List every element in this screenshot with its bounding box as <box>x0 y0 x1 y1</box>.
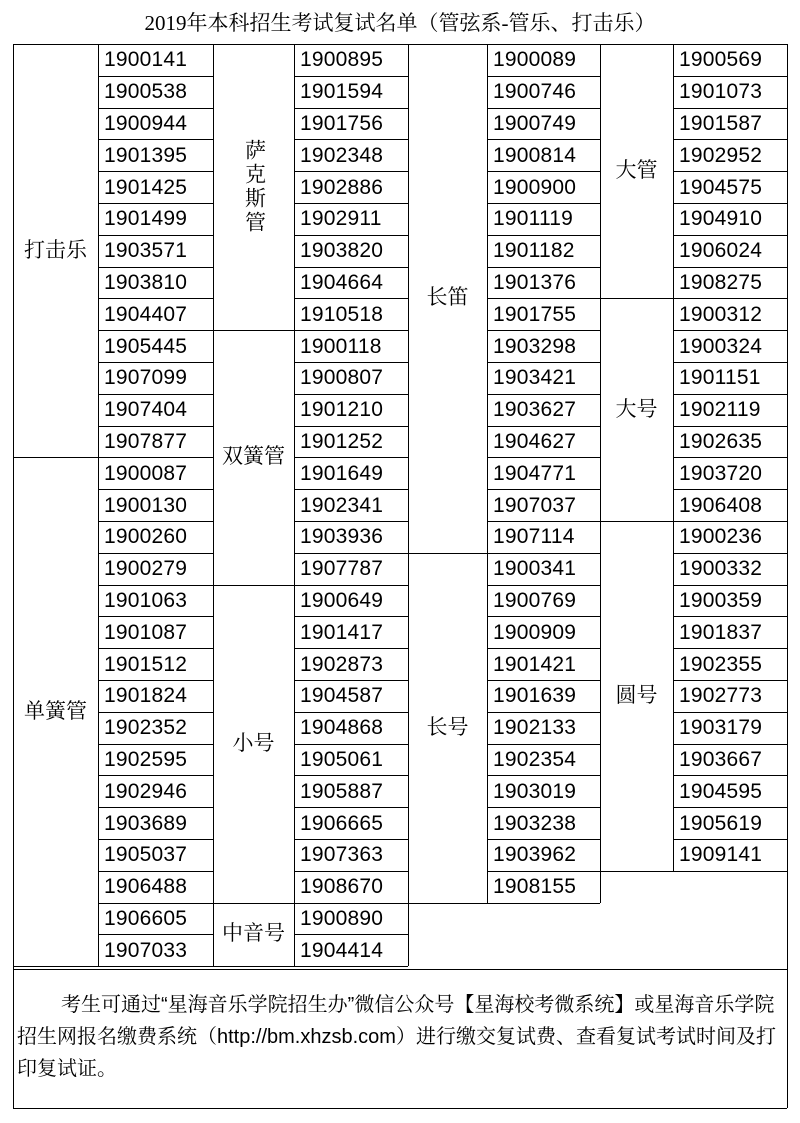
candidate-id-cell: 1903019 <box>493 779 577 803</box>
group-label: 大号 <box>615 397 658 421</box>
candidate-id-cell: 1900807 <box>300 366 384 390</box>
group-label: 打击乐 <box>24 238 87 262</box>
candidate-id-cell: 1908670 <box>300 875 384 899</box>
candidate-id-cell: 1904414 <box>300 938 384 962</box>
candidate-id-cell: 1900141 <box>104 48 188 72</box>
candidate-id-cell: 1901376 <box>493 270 577 294</box>
candidate-id-cell: 1905887 <box>300 779 384 803</box>
group-label: 中音号 <box>222 922 285 946</box>
group-label <box>213 44 294 330</box>
candidate-id-cell: 1900890 <box>300 906 384 930</box>
candidate-id-cell: 1900332 <box>679 557 763 581</box>
candidate-id-cell: 1901756 <box>300 111 384 135</box>
candidate-id-cell: 1903627 <box>493 398 577 422</box>
group-label: 大管 <box>615 159 658 183</box>
candidate-id-cell: 1906024 <box>679 239 763 263</box>
candidate-id-cell: 1901639 <box>493 684 577 708</box>
candidate-id-cell: 1901210 <box>300 398 384 422</box>
candidate-id-cell: 1902133 <box>493 716 577 740</box>
candidate-id-cell: 1906605 <box>104 906 188 930</box>
group-label: 圆号 <box>615 683 658 707</box>
candidate-id-cell: 1902355 <box>679 652 763 676</box>
grid-line <box>408 903 600 904</box>
candidate-id-cell: 1908155 <box>493 875 577 899</box>
candidate-id-cell: 1905061 <box>300 747 384 771</box>
grid-line <box>787 44 788 1108</box>
candidate-id-cell: 1900769 <box>493 588 577 612</box>
candidate-id-cell: 1903962 <box>493 843 577 867</box>
candidate-id-cell: 1904627 <box>493 429 577 453</box>
candidate-id-cell: 1900087 <box>104 461 188 485</box>
candidate-id-cell: 1901087 <box>104 620 188 644</box>
grid-line <box>600 871 787 872</box>
candidate-id-cell: 1901182 <box>493 239 575 263</box>
candidate-id-cell: 1900279 <box>104 557 188 581</box>
candidate-id-cell: 1907787 <box>300 557 384 581</box>
candidate-id-cell: 1903179 <box>679 716 763 740</box>
candidate-id-cell: 1908275 <box>679 270 763 294</box>
candidate-id-cell: 1903421 <box>493 366 577 390</box>
candidate-id-cell: 1901252 <box>300 429 384 453</box>
candidate-id-cell: 1900569 <box>679 48 763 72</box>
candidate-id-cell: 1903936 <box>300 525 384 549</box>
candidate-id-cell: 1901824 <box>104 684 188 708</box>
candidate-id-cell: 1903689 <box>104 811 188 835</box>
candidate-id-cell: 1900130 <box>104 493 188 517</box>
group-label-text: 萨克斯管 <box>242 139 266 236</box>
candidate-id-cell: 1900649 <box>300 588 384 612</box>
grid-line <box>787 44 788 871</box>
candidate-id-cell: 1902348 <box>300 143 384 167</box>
candidate-id-cell: 1910518 <box>300 302 384 326</box>
candidate-id-cell: 1900324 <box>679 334 763 358</box>
candidate-id-cell: 1906488 <box>104 875 188 899</box>
candidate-id-cell: 1900746 <box>493 80 577 104</box>
candidate-id-cell: 1904910 <box>679 207 763 231</box>
candidate-id-cell: 1900749 <box>493 111 577 135</box>
candidate-id-cell: 1904587 <box>300 684 384 708</box>
candidate-id-cell: 1901594 <box>300 80 384 104</box>
candidate-id-cell: 1900538 <box>104 80 188 104</box>
candidate-id-cell: 1901119 <box>493 207 574 231</box>
candidate-id-cell: 1902119 <box>679 398 761 422</box>
page-title: 2019年本科招生考试复试名单（管弦系-管乐、打击乐） <box>144 11 656 35</box>
candidate-id-cell: 1900895 <box>300 48 384 72</box>
candidate-id-cell: 1903820 <box>300 239 384 263</box>
candidate-id-cell: 1902886 <box>300 175 384 199</box>
candidate-id-cell: 1900341 <box>493 557 577 581</box>
candidate-id-cell: 1909141 <box>679 843 763 867</box>
group-label: 长号 <box>426 715 469 739</box>
candidate-id-cell: 1905037 <box>104 843 188 867</box>
grid-line <box>13 1108 787 1109</box>
candidate-id-cell: 1900312 <box>679 302 763 326</box>
candidate-id-cell: 1902873 <box>300 652 384 676</box>
candidate-id-cell: 1900900 <box>493 175 577 199</box>
candidate-id-cell: 1901755 <box>493 302 577 326</box>
candidate-id-cell: 1902952 <box>679 143 763 167</box>
candidate-id-cell: 1902352 <box>104 716 188 740</box>
candidate-id-cell: 1907114 <box>493 525 575 549</box>
group-label: 长笛 <box>426 286 469 310</box>
candidate-id-cell: 1900089 <box>493 48 577 72</box>
candidate-id-cell: 1902773 <box>679 684 763 708</box>
group-label: 单簧管 <box>24 699 87 723</box>
candidate-id-cell: 1903667 <box>679 747 763 771</box>
candidate-id-cell: 1904664 <box>300 270 384 294</box>
candidate-id-cell: 1903810 <box>104 270 188 294</box>
candidate-id-cell: 1901151 <box>679 366 761 390</box>
candidate-id-cell: 1900909 <box>493 620 577 644</box>
candidate-id-cell: 1902635 <box>679 429 763 453</box>
candidate-id-cell: 1900236 <box>679 525 763 549</box>
group-label: 小号 <box>232 731 275 755</box>
candidate-id-cell: 1901421 <box>493 652 577 676</box>
candidate-id-cell: 1901395 <box>104 143 188 167</box>
candidate-id-cell: 1900814 <box>493 143 577 167</box>
candidate-id-cell: 1907877 <box>104 429 188 453</box>
candidate-id-cell: 1904595 <box>679 779 763 803</box>
candidate-id-cell: 1901417 <box>300 620 384 644</box>
grid-line <box>13 969 787 970</box>
candidate-id-cell: 1907363 <box>300 843 384 867</box>
candidate-id-cell: 1907099 <box>104 366 188 390</box>
candidate-id-cell: 1901425 <box>104 175 188 199</box>
group-label: 双簧管 <box>222 445 285 469</box>
candidate-id-cell: 1901837 <box>679 620 763 644</box>
candidate-id-cell: 1905445 <box>104 334 188 358</box>
candidate-id-cell: 1907404 <box>104 398 188 422</box>
candidate-id-cell: 1907037 <box>493 493 577 517</box>
candidate-id-cell: 1902595 <box>104 747 188 771</box>
candidate-id-cell: 1901649 <box>300 461 384 485</box>
candidate-id-cell: 1906408 <box>679 493 763 517</box>
candidate-id-cell: 1903571 <box>104 239 188 263</box>
candidate-id-cell: 1903720 <box>679 461 763 485</box>
candidate-id-cell: 1901587 <box>679 111 763 135</box>
candidate-id-cell: 1902354 <box>493 747 577 771</box>
candidate-id-cell: 1907033 <box>104 938 188 962</box>
candidate-id-cell: 1900118 <box>300 334 382 358</box>
candidate-id-cell: 1900260 <box>104 525 188 549</box>
candidate-id-cell: 1902341 <box>300 493 384 517</box>
candidate-id-cell: 1903298 <box>493 334 577 358</box>
candidate-id-cell: 1902911 <box>300 207 382 231</box>
candidate-id-cell: 1901063 <box>104 588 188 612</box>
candidate-id-cell: 1904868 <box>300 716 384 740</box>
candidate-id-cell: 1905619 <box>679 811 763 835</box>
candidate-id-cell: 1904575 <box>679 175 763 199</box>
notice-text: 考生可通过“星海音乐学院招生办”微信公众号【星海校考微系统】或星海音乐学院招生网报名缴费系统（http://bm.xhzsb.com）进行缴交复试费、查看复试考试时间及打印复试证。 <box>17 994 776 1080</box>
candidate-id-cell: 1901073 <box>679 80 763 104</box>
candidate-id-cell: 1904771 <box>493 461 577 485</box>
candidate-id-cell: 1904407 <box>104 302 188 326</box>
candidate-id-cell: 1906665 <box>300 811 384 835</box>
candidate-id-cell: 1901499 <box>104 207 188 231</box>
candidate-id-cell: 1900944 <box>104 111 188 135</box>
candidate-id-cell: 1900359 <box>679 588 763 612</box>
candidate-id-cell: 1902946 <box>104 779 188 803</box>
candidate-id-cell: 1903238 <box>493 811 577 835</box>
candidate-id-cell: 1901512 <box>104 652 188 676</box>
